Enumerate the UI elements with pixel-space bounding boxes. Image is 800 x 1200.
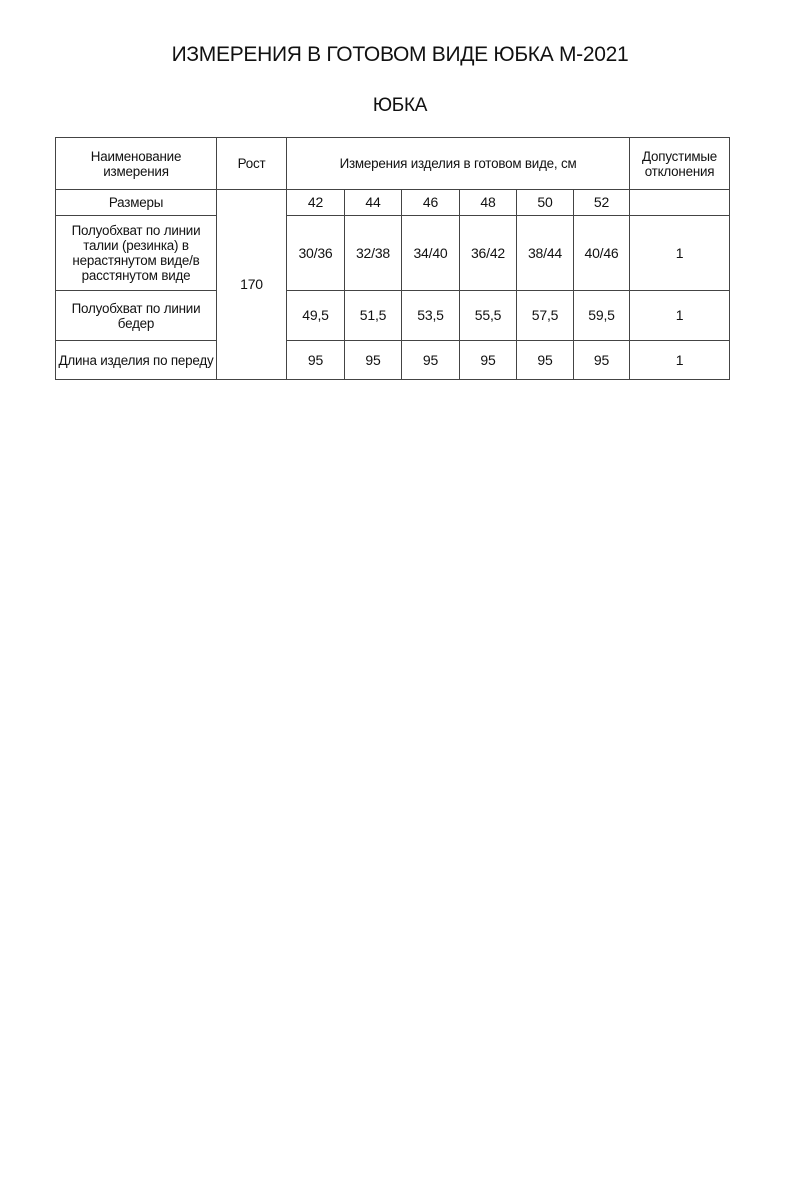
header-height: Рост xyxy=(217,138,287,190)
value-cell: 32/38 xyxy=(345,216,402,291)
row-label: Полуобхват по линии талии (резинка) в нерастянутом виде/в расстянутом виде xyxy=(56,216,217,291)
value-cell: 55,5 xyxy=(460,291,517,341)
table-row-sizes xyxy=(56,190,730,216)
size-cell: 52 xyxy=(574,190,630,216)
table-row xyxy=(56,291,730,341)
header-measurements: Измерения изделия в готовом виде, см xyxy=(287,138,630,190)
tolerance-cell: 1 xyxy=(630,216,730,291)
size-cell: 46 xyxy=(402,190,460,216)
value-cell: 40/46 xyxy=(574,216,630,291)
table-row xyxy=(56,216,730,291)
size-cell: 44 xyxy=(345,190,402,216)
row-label: Полуобхват по линии бедер xyxy=(56,291,217,341)
row-label: Длина изделия по переду xyxy=(56,341,217,380)
value-cell: 36/42 xyxy=(460,216,517,291)
table-row xyxy=(56,341,730,380)
tolerance-cell: 1 xyxy=(630,341,730,380)
value-cell: 95 xyxy=(517,341,574,380)
value-cell: 49,5 xyxy=(287,291,345,341)
value-cell: 95 xyxy=(287,341,345,380)
table-header-row xyxy=(56,138,730,190)
header-name: Наименование измерения xyxy=(56,138,217,190)
value-cell: 51,5 xyxy=(345,291,402,341)
height-value: 170 xyxy=(217,190,287,380)
value-cell: 95 xyxy=(460,341,517,380)
size-cell: 50 xyxy=(517,190,574,216)
tolerance-empty-cell xyxy=(630,190,730,216)
value-cell: 59,5 xyxy=(574,291,630,341)
sizes-label: Размеры xyxy=(56,190,217,216)
document-subtitle: ЮБКА xyxy=(372,95,428,116)
value-cell: 53,5 xyxy=(402,291,460,341)
value-cell: 38/44 xyxy=(517,216,574,291)
document-title: ИЗМЕРЕНИЯ В ГОТОВОМ ВИДЕ ЮБКА М-2021 xyxy=(171,43,629,66)
value-cell: 34/40 xyxy=(402,216,460,291)
value-cell: 95 xyxy=(402,341,460,380)
header-tolerance: Допустимые отклонения xyxy=(630,138,730,190)
size-cell: 42 xyxy=(287,190,345,216)
value-cell: 95 xyxy=(345,341,402,380)
size-cell: 48 xyxy=(460,190,517,216)
value-cell: 57,5 xyxy=(517,291,574,341)
value-cell: 30/36 xyxy=(287,216,345,291)
value-cell: 95 xyxy=(574,341,630,380)
tolerance-cell: 1 xyxy=(630,291,730,341)
measurements-table xyxy=(55,137,730,380)
